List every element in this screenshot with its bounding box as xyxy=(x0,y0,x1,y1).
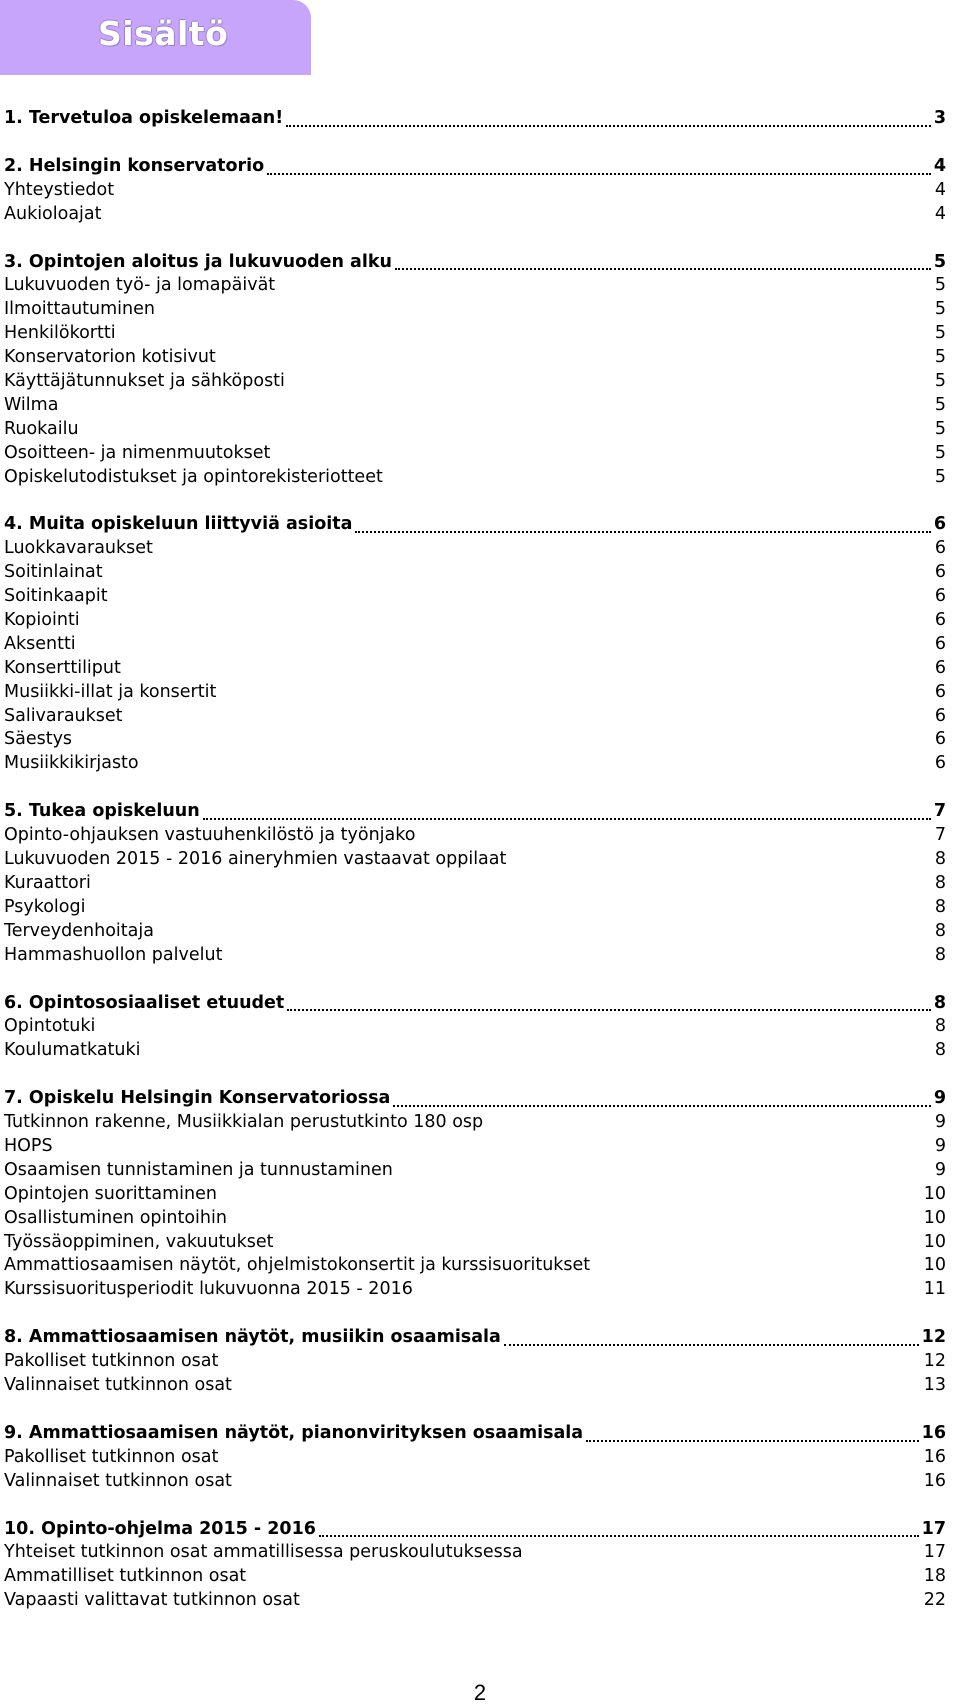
section-spacer xyxy=(4,1064,946,1088)
toc-entry[interactable] xyxy=(4,419,946,443)
toc-entry-page: 9 xyxy=(934,1159,946,1180)
toc-entry[interactable] xyxy=(4,1255,946,1279)
toc-entry-title: HOPS xyxy=(4,1135,53,1156)
page-number: 2 xyxy=(473,1680,487,1705)
toc-heading-title: 5. Tukea opiskeluun xyxy=(4,801,200,822)
toc-entry-title: Osoitteen- ja nimenmuutokset xyxy=(4,442,271,463)
toc-entry-title: Osallistuminen opintoihin xyxy=(4,1207,227,1228)
toc-entry[interactable] xyxy=(4,395,946,419)
toc-heading[interactable] xyxy=(4,1327,946,1351)
toc-entry[interactable] xyxy=(4,562,946,586)
toc-entry-page: 18 xyxy=(923,1566,946,1587)
toc-entry[interactable] xyxy=(4,371,946,395)
toc-entry[interactable] xyxy=(4,180,946,204)
toc-entry[interactable] xyxy=(4,1016,946,1040)
toc-entry-title: Musiikkikirjasto xyxy=(4,753,139,774)
toc-entry[interactable] xyxy=(4,1447,946,1471)
toc-entry-page: 8 xyxy=(934,1040,946,1061)
toc-entry-title: Käyttäjätunnukset ja sähköposti xyxy=(4,371,285,392)
toc-entry-page: 6 xyxy=(934,657,946,678)
toc-heading-title: 1. Tervetuloa opiskelemaan! xyxy=(4,108,284,128)
toc-heading-title: 3. Opintojen aloitus ja lukuvuoden alku xyxy=(4,251,392,272)
toc-entry-title: Kuraattori xyxy=(4,872,91,893)
toc-heading-page: 9 xyxy=(933,1088,946,1109)
toc-entry-page: 6 xyxy=(934,753,946,774)
toc-entry-title: Ilmoittautuminen xyxy=(4,299,155,320)
toc-heading[interactable] xyxy=(4,993,946,1017)
dot-leader xyxy=(355,531,930,533)
toc-entry[interactable] xyxy=(4,658,946,682)
toc-entry[interactable] xyxy=(4,682,946,706)
toc-entry-title: Konserttiliput xyxy=(4,657,121,678)
section-spacer xyxy=(4,777,946,801)
toc-entry[interactable] xyxy=(4,347,946,371)
toc-heading[interactable] xyxy=(4,1519,946,1543)
toc-entry[interactable] xyxy=(4,1566,946,1590)
toc-entry[interactable] xyxy=(4,921,946,945)
toc-heading[interactable] xyxy=(4,108,946,132)
toc-entry-page: 6 xyxy=(934,729,946,750)
toc-entry[interactable] xyxy=(4,897,946,921)
toc-entry-page: 10 xyxy=(923,1207,946,1228)
toc-heading-title: 10. Opinto-ohjelma 2015 - 2016 xyxy=(4,1518,316,1539)
toc-entry-title: Terveydenhoitaja xyxy=(4,920,154,941)
toc-entry-page: 8 xyxy=(934,944,946,965)
contents-banner xyxy=(0,0,311,75)
dot-leader xyxy=(586,1440,919,1442)
toc-heading-page: 12 xyxy=(921,1327,946,1348)
toc-entry-page: 9 xyxy=(934,1112,946,1133)
dot-leader xyxy=(267,173,931,175)
toc-entry[interactable] xyxy=(4,443,946,467)
toc-entry-title: Wilma xyxy=(4,394,59,415)
toc-entry[interactable] xyxy=(4,1160,946,1184)
toc-entry[interactable] xyxy=(4,299,946,323)
toc-heading[interactable] xyxy=(4,1088,946,1112)
toc-entry[interactable] xyxy=(4,753,946,777)
toc-entry[interactable] xyxy=(4,1208,946,1232)
section-spacer xyxy=(4,228,946,252)
toc-entry[interactable] xyxy=(4,849,946,873)
toc-entry-page: 6 xyxy=(934,586,946,607)
toc-entry[interactable] xyxy=(4,1542,946,1566)
toc-entry-page: 5 xyxy=(934,275,946,296)
table-of-contents xyxy=(4,108,946,1614)
section-spacer xyxy=(4,1399,946,1423)
toc-entry[interactable] xyxy=(4,729,946,753)
toc-entry-title: Luokkavaraukset xyxy=(4,538,153,559)
toc-entry-title: Psykologi xyxy=(4,896,86,917)
dot-leader xyxy=(287,1009,931,1011)
toc-entry[interactable] xyxy=(4,586,946,610)
toc-entry-page: 6 xyxy=(934,610,946,631)
toc-entry[interactable] xyxy=(4,323,946,347)
toc-heading-title: 2. Helsingin konservatorio xyxy=(4,155,265,176)
toc-entry[interactable] xyxy=(4,1375,946,1399)
toc-entry-title: Pakolliset tutkinnon osat xyxy=(4,1446,219,1467)
dot-leader xyxy=(393,1105,930,1107)
toc-entry-page: 6 xyxy=(934,633,946,654)
toc-entry[interactable] xyxy=(4,538,946,562)
dot-leader xyxy=(319,1535,919,1537)
dot-leader xyxy=(395,268,931,270)
toc-entry-page: 4 xyxy=(934,203,946,224)
section-spacer xyxy=(4,969,946,993)
toc-entry-page: 10 xyxy=(923,1255,946,1276)
toc-entry[interactable] xyxy=(4,204,946,228)
toc-entry-title: Työssäoppiminen, vakuutukset xyxy=(4,1231,274,1252)
toc-entry-title: Säestys xyxy=(4,729,73,750)
toc-entry[interactable] xyxy=(4,1279,946,1303)
toc-heading[interactable] xyxy=(4,156,946,180)
section-spacer xyxy=(4,490,946,514)
toc-entry[interactable] xyxy=(4,1351,946,1375)
toc-entry-title: Valinnaiset tutkinnon osat xyxy=(4,1470,232,1491)
toc-entry-title: Ammattiosaamisen näytöt, ohjelmistokonsertit ja kurssisuoritukset xyxy=(4,1255,591,1276)
toc-entry[interactable] xyxy=(4,1136,946,1160)
toc-entry-title: Soitinlainat xyxy=(4,562,103,583)
dot-leader xyxy=(286,125,931,127)
toc-heading[interactable] xyxy=(4,252,946,276)
toc-entry[interactable] xyxy=(4,873,946,897)
section-spacer xyxy=(4,1495,946,1519)
toc-entry-title: Koulumatkatuki xyxy=(4,1040,141,1061)
toc-entry-page: 4 xyxy=(934,179,946,200)
toc-entry-page: 5 xyxy=(934,299,946,320)
toc-entry-page: 8 xyxy=(934,896,946,917)
toc-entry-page: 5 xyxy=(934,371,946,392)
toc-heading-page: 8 xyxy=(933,992,946,1013)
toc-entry[interactable] xyxy=(4,1232,946,1256)
toc-entry-title: Hammashuollon palvelut xyxy=(4,944,223,965)
toc-entry-page: 9 xyxy=(934,1135,946,1156)
toc-entry-page: 6 xyxy=(934,705,946,726)
toc-heading[interactable] xyxy=(4,514,946,538)
toc-entry[interactable] xyxy=(4,275,946,299)
toc-entry-title: Opintojen suorittaminen xyxy=(4,1183,217,1204)
toc-entry-page: 6 xyxy=(934,681,946,702)
dot-leader xyxy=(504,1344,919,1346)
toc-entry-page: 8 xyxy=(934,849,946,870)
toc-entry-page: 10 xyxy=(923,1183,946,1204)
toc-entry-page: 16 xyxy=(923,1470,946,1491)
toc-entry-page: 16 xyxy=(923,1446,946,1467)
toc-heading-page: 7 xyxy=(933,801,946,822)
toc-entry-title: Opinto-ohjauksen vastuuhenkilöstö ja työnjako xyxy=(4,825,416,846)
toc-entry-page: 13 xyxy=(923,1374,946,1395)
toc-entry-title: Musiikki-illat ja konsertit xyxy=(4,681,217,702)
toc-entry-title: Opiskelutodistukset ja opintorekisteriotteet xyxy=(4,466,383,487)
toc-entry[interactable] xyxy=(4,945,946,969)
toc-entry-page: 8 xyxy=(934,1016,946,1037)
toc-entry-title: Soitinkaapit xyxy=(4,586,108,607)
toc-entry-title: Opintotuki xyxy=(4,1016,96,1037)
toc-entry-page: 12 xyxy=(923,1351,946,1372)
toc-heading-title: 6. Opintososiaaliset etuudet xyxy=(4,992,285,1013)
toc-entry-page: 11 xyxy=(923,1279,946,1300)
section-spacer xyxy=(4,132,946,156)
toc-entry[interactable] xyxy=(4,467,946,491)
toc-entry-title: Aksentti xyxy=(4,633,76,654)
section-spacer xyxy=(4,1303,946,1327)
toc-heading-page: 17 xyxy=(921,1518,946,1539)
toc-entry-page: 5 xyxy=(934,442,946,463)
toc-entry-title: Aukioloajat xyxy=(4,203,102,224)
toc-entry[interactable] xyxy=(4,1590,946,1614)
toc-heading-title: 8. Ammattiosaamisen näytöt, musiikin osaamisala xyxy=(4,1327,501,1348)
toc-entry-page: 8 xyxy=(934,920,946,941)
contents-title: Sisältö xyxy=(98,14,229,53)
toc-entry[interactable] xyxy=(4,706,946,730)
dot-leader xyxy=(203,818,931,820)
toc-entry[interactable] xyxy=(4,1471,946,1495)
toc-entry[interactable] xyxy=(4,1040,946,1064)
toc-entry-page: 17 xyxy=(923,1542,946,1563)
toc-heading-page: 5 xyxy=(933,251,946,272)
toc-entry-title: Pakolliset tutkinnon osat xyxy=(4,1351,219,1372)
toc-heading-page: 16 xyxy=(921,1422,946,1443)
toc-entry-title: Konservatorion kotisivut xyxy=(4,347,216,368)
toc-entry-title: Yhteiset tutkinnon osat ammatillisessa peruskoulutuksessa xyxy=(4,1542,523,1563)
toc-heading-page: 3 xyxy=(933,108,946,128)
toc-entry-title: Valinnaiset tutkinnon osat xyxy=(4,1374,232,1395)
toc-entry-title: Yhteystiedot xyxy=(4,179,115,200)
toc-entry-title: Kopiointi xyxy=(4,610,80,631)
toc-entry-page: 5 xyxy=(934,347,946,368)
toc-entry-title: Salivaraukset xyxy=(4,705,123,726)
toc-entry-title: Lukuvuoden 2015 - 2016 aineryhmien vastaavat oppilaat xyxy=(4,849,507,870)
toc-entry-page: 5 xyxy=(934,418,946,439)
toc-entry-title: Ammatilliset tutkinnon osat xyxy=(4,1566,247,1587)
toc-entry-title: Lukuvuoden työ- ja lomapäivät xyxy=(4,275,276,296)
toc-entry-page: 22 xyxy=(923,1590,946,1611)
toc-entry-title: Henkilökortti xyxy=(4,323,116,344)
toc-entry[interactable] xyxy=(4,825,946,849)
toc-entry-title: Kurssisuoritusperiodit lukuvuonna 2015 - 2016 xyxy=(4,1279,413,1300)
toc-entry[interactable] xyxy=(4,634,946,658)
toc-heading[interactable] xyxy=(4,801,946,825)
toc-entry-page: 5 xyxy=(934,323,946,344)
toc-entry[interactable] xyxy=(4,1112,946,1136)
toc-heading-title: 7. Opiskelu Helsingin Konservatoriossa xyxy=(4,1088,391,1109)
toc-entry-page: 10 xyxy=(923,1231,946,1252)
toc-entry-title: Vapaasti valittavat tutkinnon osat xyxy=(4,1590,300,1611)
toc-heading-page: 4 xyxy=(933,155,946,176)
toc-entry-page: 6 xyxy=(934,562,946,583)
toc-heading-page: 6 xyxy=(933,514,946,535)
toc-heading-title: 4. Muita opiskeluun liittyviä asioita xyxy=(4,514,353,535)
toc-entry[interactable] xyxy=(4,1184,946,1208)
toc-entry-title: Ruokailu xyxy=(4,418,79,439)
toc-heading-title: 9. Ammattiosaamisen näytöt, pianonvirityksen osaamisala xyxy=(4,1422,584,1443)
toc-entry-page: 8 xyxy=(934,872,946,893)
toc-entry-title: Osaamisen tunnistaminen ja tunnustaminen xyxy=(4,1159,393,1180)
toc-entry-page: 5 xyxy=(934,466,946,487)
toc-entry[interactable] xyxy=(4,610,946,634)
toc-heading[interactable] xyxy=(4,1423,946,1447)
toc-entry-title: Tutkinnon rakenne, Musiikkialan perustutkinto 180 osp xyxy=(4,1112,484,1133)
toc-entry-page: 6 xyxy=(934,538,946,559)
toc-entry-page: 7 xyxy=(934,825,946,846)
toc-entry-page: 5 xyxy=(934,394,946,415)
